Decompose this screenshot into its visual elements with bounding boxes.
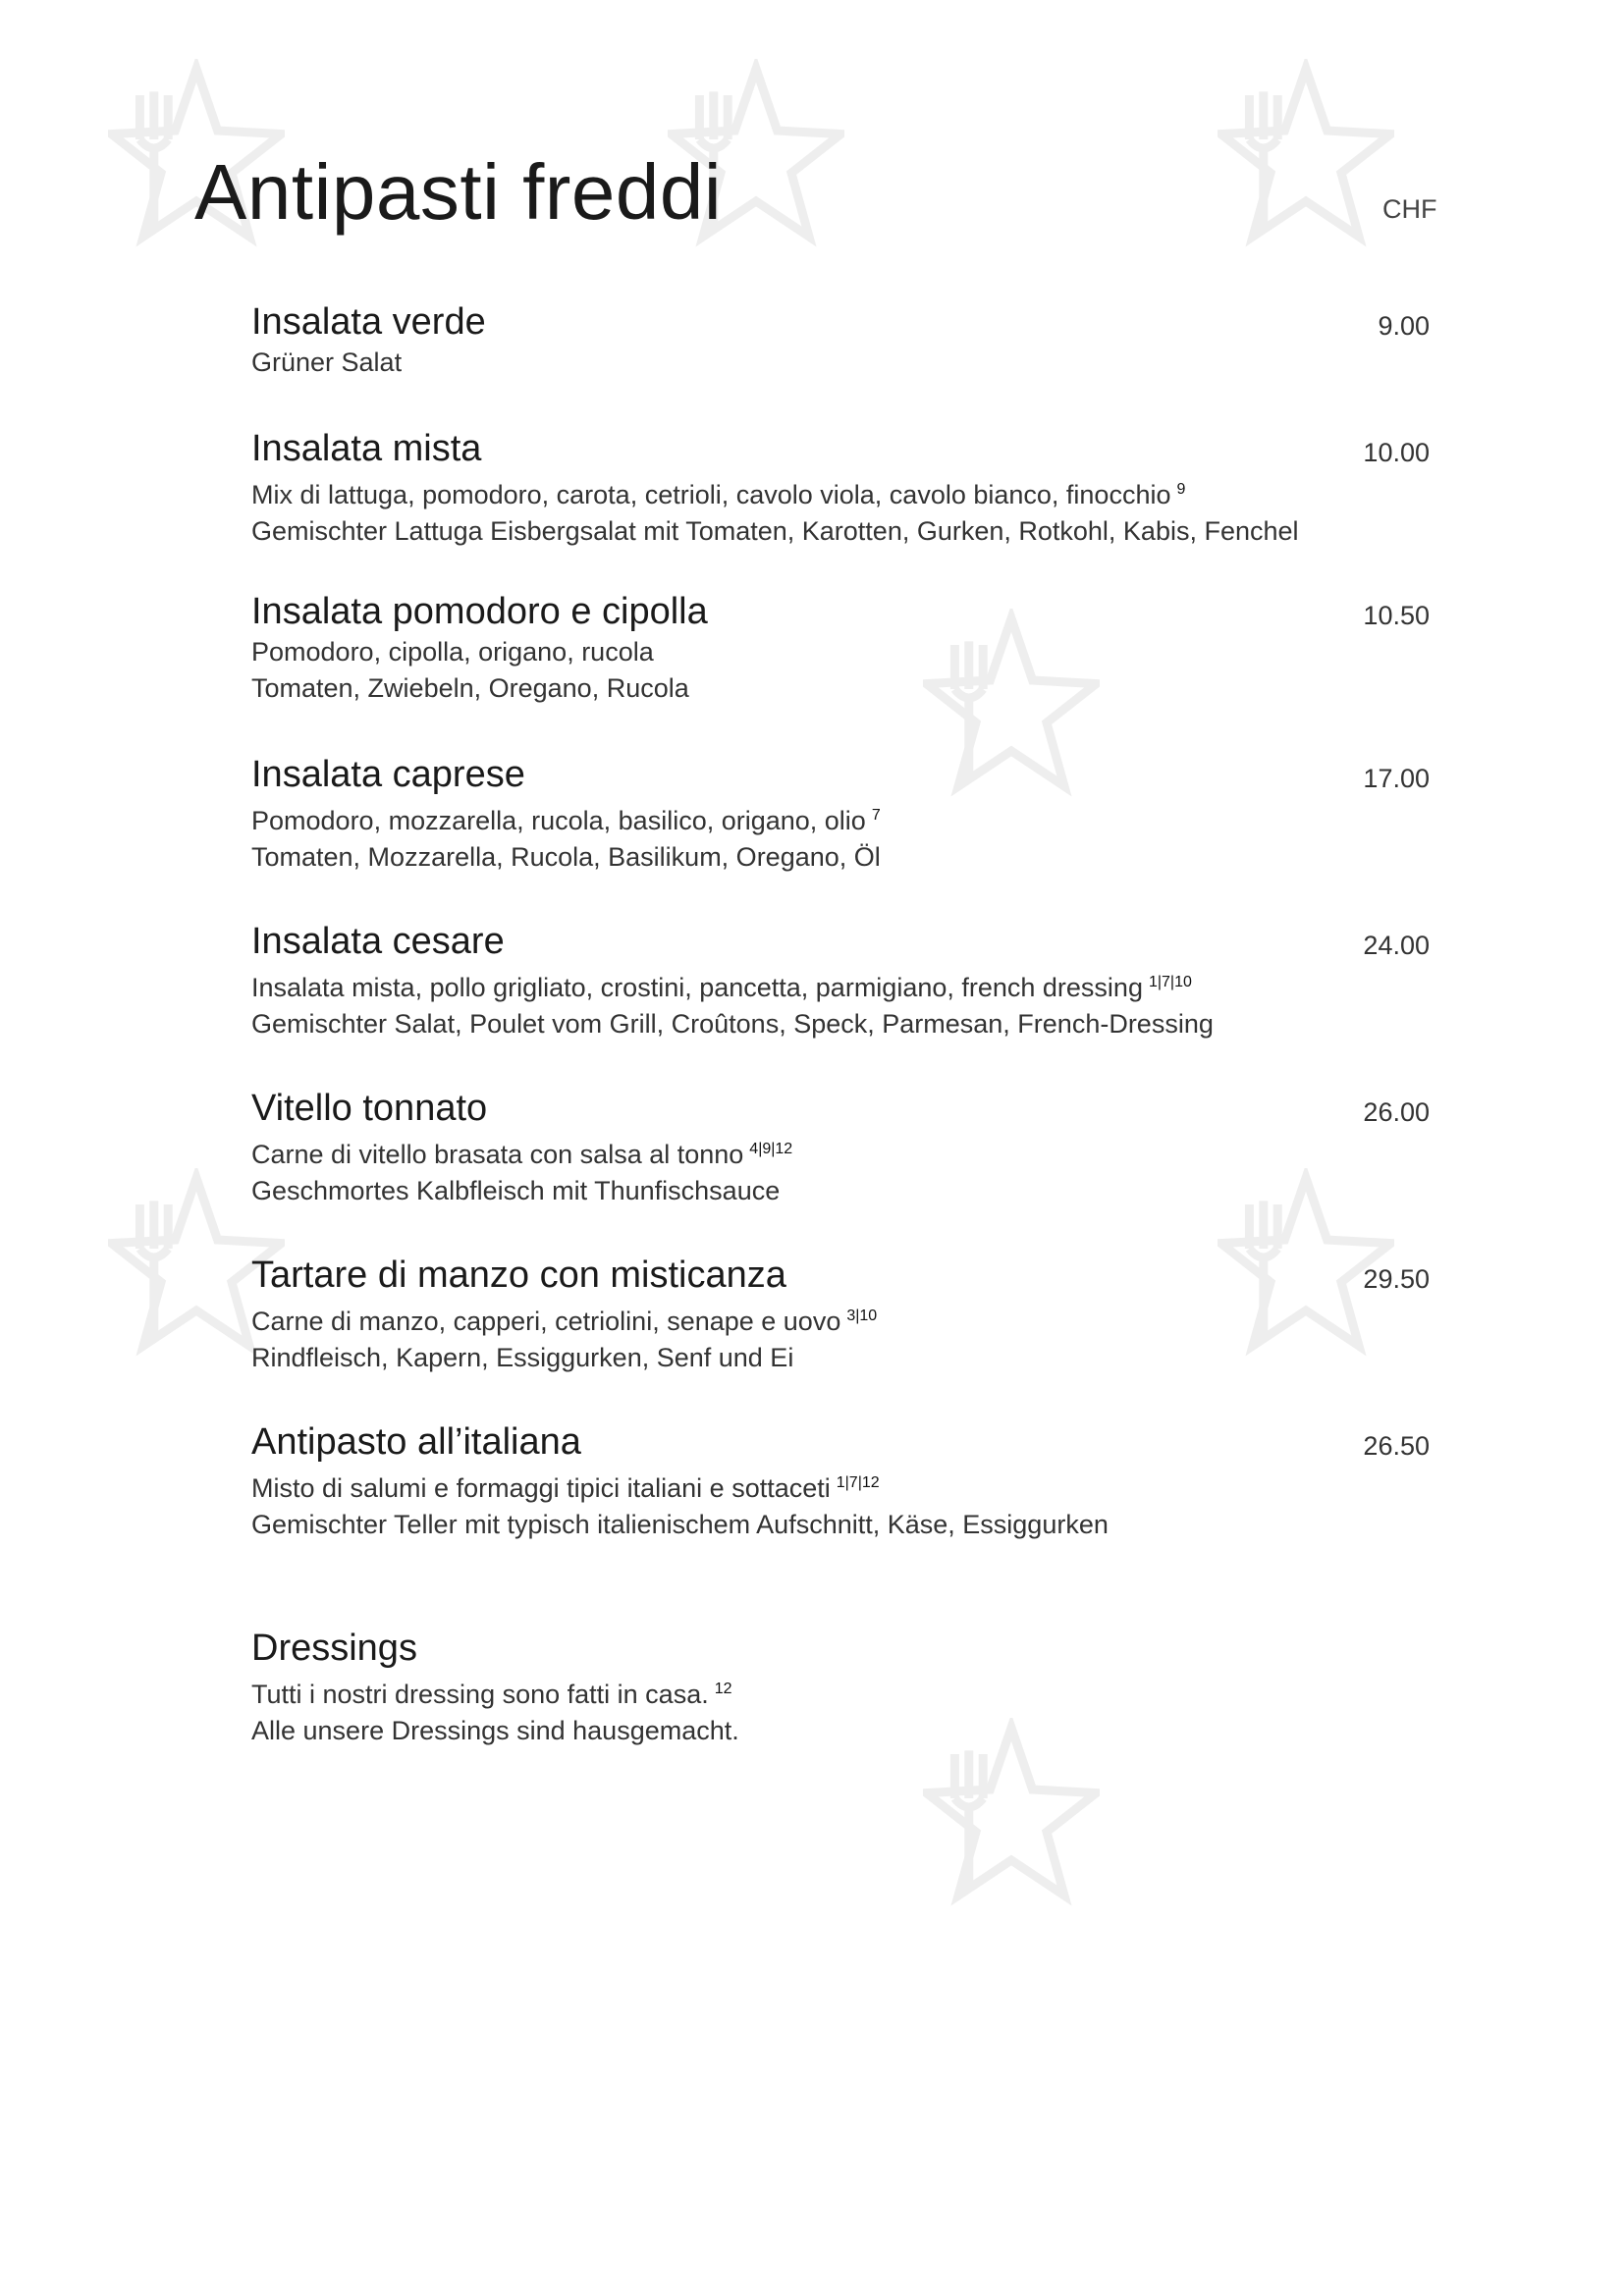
watermark — [884, 1718, 1208, 2042]
item-name: Insalata mista — [251, 428, 482, 469]
item-price: 26.50 — [1363, 1431, 1430, 1461]
dressings-description-text: Tutti i nostri dressing sono fatti in casa. — [251, 1680, 709, 1709]
allergen-codes: 3|10 — [846, 1308, 878, 1324]
item-description-de: Gemischter Teller mit typisch italienischem Aufschnitt, Käse, Essiggurken — [251, 1510, 1109, 1539]
item-price: 24.00 — [1363, 931, 1430, 960]
item-price: 10.00 — [1363, 438, 1430, 467]
item-name: Insalata cesare — [251, 921, 505, 962]
item-price: 26.00 — [1363, 1097, 1430, 1127]
item-name: Insalata caprese — [251, 754, 525, 795]
item-price: 29.50 — [1363, 1264, 1430, 1294]
dressings-heading: Dressings — [251, 1628, 417, 1669]
allergen-codes: 12 — [714, 1681, 732, 1697]
menu-item — [251, 1253, 1430, 1376]
allergen-codes: 1|7|10 — [1148, 974, 1192, 990]
menu-item — [251, 919, 1430, 1042]
item-description-de: Tomaten, Mozzarella, Rucola, Basilikum, Oregano, Öl — [251, 842, 881, 872]
item-name: Insalata verde — [251, 301, 486, 343]
menu-item — [251, 752, 1430, 876]
item-description-text: Mix di lattuga, pomodoro, carota, cetrioli, cavolo viola, cavolo bianco, finocchio — [251, 480, 1171, 509]
dressings-description-de: Alle unsere Dressings sind hausgemacht. — [251, 1716, 739, 1745]
item-description-it — [251, 964, 1430, 1006]
menu-item — [251, 1086, 1430, 1209]
allergen-codes: 9 — [1176, 481, 1186, 498]
item-price: 10.50 — [1363, 601, 1430, 630]
item-price: 9.00 — [1378, 311, 1430, 341]
menu-item — [251, 589, 1430, 707]
item-description-it — [251, 634, 1430, 670]
item-description-de: Tomaten, Zwiebeln, Oregano, Rucola — [251, 673, 689, 703]
item-price: 17.00 — [1363, 764, 1430, 793]
item-description-de: Rindfleisch, Kapern, Essiggurken, Senf und Ei — [251, 1343, 794, 1372]
allergen-codes: 7 — [871, 807, 881, 824]
allergen-codes: 1|7|12 — [836, 1474, 880, 1491]
allergen-codes: 4|9|12 — [749, 1141, 793, 1157]
menu-item — [251, 299, 1430, 381]
item-description-de: Geschmortes Kalbfleisch mit Thunfischsauce — [251, 1176, 781, 1205]
menu-item — [251, 1419, 1430, 1543]
item-description-de: Gemischter Lattuga Eisbergsalat mit Tomaten, Karotten, Gurken, Rotkohl, Kabis, Fenchel — [251, 516, 1299, 546]
item-description-text: Carne di manzo, capperi, cetriolini, senape e uovo — [251, 1307, 841, 1336]
item-description-it — [251, 345, 1430, 381]
item-name: Vitello tonnato — [251, 1088, 488, 1129]
item-description-it — [251, 797, 1430, 839]
item-description-it — [251, 1465, 1430, 1507]
item-name: Insalata pomodoro e cipolla — [251, 591, 708, 632]
currency-label: CHF — [1382, 194, 1437, 224]
item-description-de: Gemischter Salat, Poulet vom Grill, Croûtons, Speck, Parmesan, French-Dressing — [251, 1009, 1214, 1039]
item-description-text: Grüner Salat — [251, 347, 403, 377]
item-description-text: Insalata mista, pollo grigliato, crostini, pancetta, parmigiano, french dressing — [251, 973, 1143, 1002]
page-title: Antipasti freddi — [194, 148, 723, 236]
item-description-text: Misto di salumi e formaggi tipici italiani e sottaceti — [251, 1473, 831, 1503]
item-name: Tartare di manzo con misticanza — [251, 1255, 786, 1296]
dressings-section — [251, 1626, 1430, 1749]
menu-item — [251, 426, 1430, 550]
item-name: Antipasto all’italiana — [251, 1421, 581, 1463]
item-description-text: Pomodoro, mozzarella, rucola, basilico, origano, olio — [251, 806, 866, 835]
item-description-it — [251, 1298, 1430, 1340]
item-description-it — [251, 1131, 1430, 1173]
star-fork-icon — [1218, 59, 1394, 255]
item-description-it — [251, 471, 1430, 513]
item-description-text: Carne di vitello brasata con salsa al tonno — [251, 1140, 744, 1169]
item-description-text: Pomodoro, cipolla, origano, rucola — [251, 637, 654, 667]
dressings-description-it — [251, 1671, 1430, 1713]
